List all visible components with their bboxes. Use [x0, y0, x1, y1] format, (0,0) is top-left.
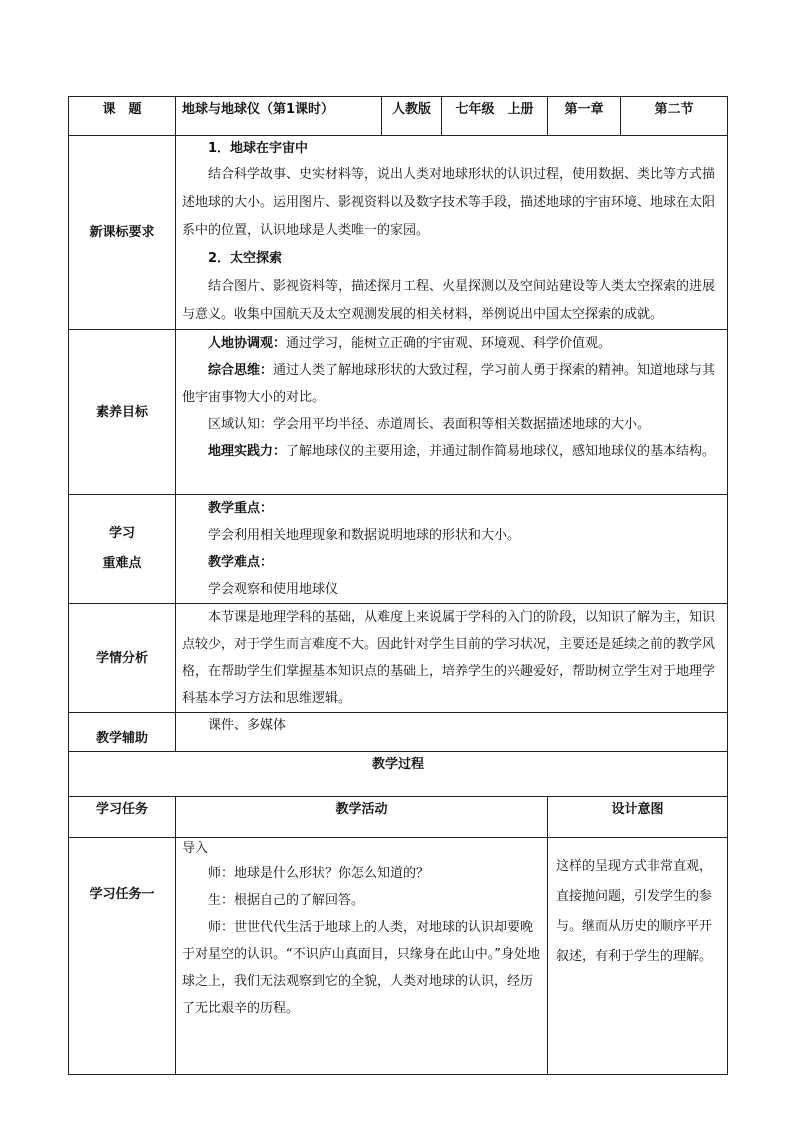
focus-title: 教学重点：	[208, 501, 274, 516]
literacy-item: 综合思维：通过人类了解地球形状的大致过程，学习前人勇于探索的精神。知道地球与其他宇宙事物大小的对比。	[182, 363, 716, 405]
keypoints-content	[176, 495, 728, 604]
curriculum-paragraph-1: 结合科学故事、史实材料等，说出人类对地球形状的认识过程，使用数据、类比等方式描述地球的大小。运用图片、影视资料以及数字技术等手段，描述地球的宇宙环境、地球在太阳系中的位置，认识地球是人类唯一的家园。	[182, 167, 716, 238]
curriculum-content	[176, 136, 728, 330]
subject-label: 课 题	[69, 97, 176, 136]
lesson-plan-table	[68, 96, 728, 1075]
literacy-item: 人地协调观：通过学习，能树立正确的宇宙观、环境观、科学价值观。	[208, 336, 612, 351]
col-intent: 设计意图	[548, 797, 728, 838]
difficulty-title: 教学难点：	[208, 555, 274, 570]
task1-line1: 师：地球是什么形状？你怎么知道的？	[208, 866, 430, 881]
difficulty-text: 学会观察和使用地球仪	[208, 582, 339, 597]
header-row	[69, 97, 728, 136]
curriculum-heading-2: 2．太空探索	[208, 251, 283, 266]
edition: 人教版	[382, 97, 442, 136]
focus-text: 学会利用相关地理现象和数据说明地球的形状和大小。	[208, 528, 521, 543]
aids-label: 教学辅助	[69, 713, 176, 752]
literacy-row	[69, 330, 728, 495]
chapter: 第一章	[548, 97, 621, 136]
aids-content	[176, 713, 728, 752]
task1-row	[69, 838, 728, 1075]
process-title: 教学过程	[69, 752, 728, 797]
task1-label: 学习任务一	[69, 838, 176, 1075]
task1-activity	[176, 838, 548, 1075]
analysis-content	[176, 604, 728, 713]
grade: 七年级 上册	[442, 97, 548, 136]
process-header-row	[69, 797, 728, 838]
task1-line3: 师：世世代代生活于地球上的人类，对地球的认识却要晚于对星空的认识。“不识庐山真面目，只缘身在此山中。”身处地球之上，我们无法观察到它的全貌，人类对地球的认识，经历了无比艰辛的历程。	[182, 920, 540, 1016]
aids-text: 课件、多媒体	[208, 718, 287, 733]
literacy-item: 区域认知：学会用平均半径、赤道周长、表面积等相关数据描述地球的大小。	[208, 417, 651, 432]
literacy-content	[176, 330, 728, 495]
curriculum-paragraph-2: 结合图片、影视资料等，描述探月工程、火星探测以及空间站建设等人类太空探索的进展与意义。收集中国航天及太空观测发展的相关材料，举例说出中国太空探索的成就。	[182, 279, 716, 322]
keypoints-label-line2: 重难点	[102, 556, 142, 571]
curriculum-label: 新课标要求	[69, 136, 176, 330]
lesson-title: 地球与地球仪（第1课时）	[176, 97, 382, 136]
keypoints-row	[69, 495, 728, 604]
aids-row	[69, 713, 728, 752]
analysis-label: 学情分析	[69, 604, 176, 713]
col-activity: 教学活动	[176, 797, 548, 838]
task1-intent: 这样的呈现方式非常直观，直接抛问题，引发学生的参与。继而从历史的顺序平开叙述，有利于学生的理解。	[548, 838, 728, 1075]
literacy-label: 素养目标	[69, 330, 176, 495]
section: 第二节	[621, 97, 728, 136]
analysis-text: 本节课是地理学科的基础，从难度上来说属于学科的入门的阶段，以知识了解为主，知识点较少，对于学生而言难度不大。因此针对学生目前的学习状况，主要还是延续之前的教学风格，在帮助学生们掌握基本知识点的基础上，培养学生的兴趣爱好，帮助树立学生对于地理学科基本学习方法和思维逻辑。	[182, 610, 716, 706]
keypoints-label	[69, 495, 176, 604]
curriculum-heading-1: 1．地球在宇宙中	[208, 141, 309, 156]
process-title-row	[69, 752, 728, 797]
analysis-row	[69, 604, 728, 713]
curriculum-row	[69, 136, 728, 330]
task1-line2: 生：根据自己的了解回答。	[208, 893, 365, 908]
col-task: 学习任务	[69, 797, 176, 838]
keypoints-label-line1: 学习	[108, 526, 135, 541]
task1-intro: 导入	[182, 841, 209, 856]
literacy-item: 地理实践力：了解地球仪的主要用途，并通过制作简易地球仪，感知地球仪的基本结构。	[208, 444, 716, 459]
